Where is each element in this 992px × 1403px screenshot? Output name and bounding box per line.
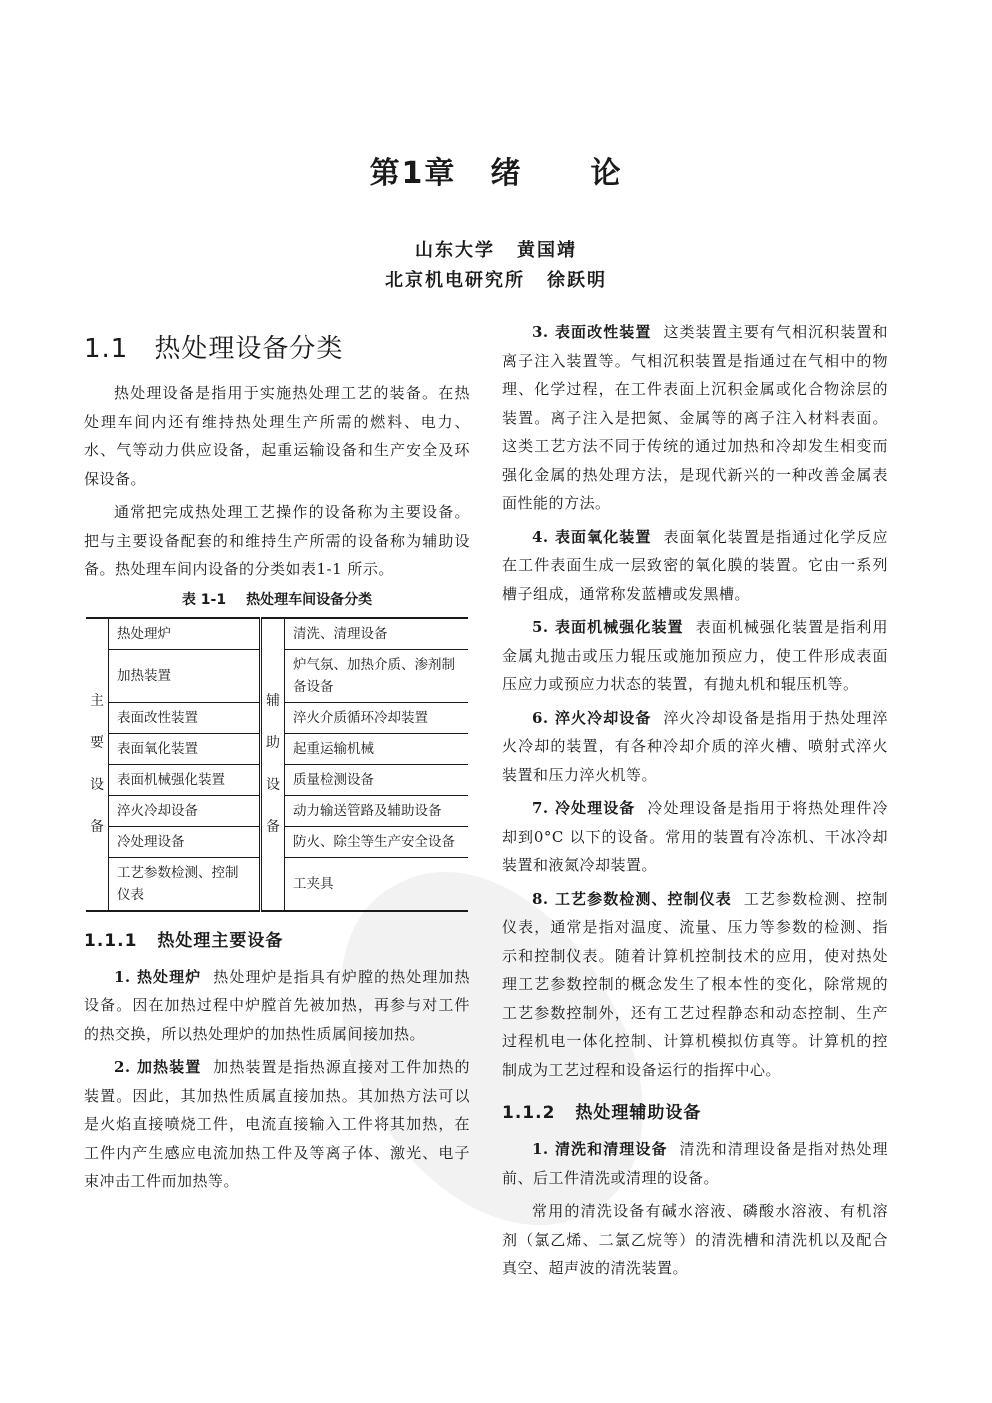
- group-label-char: 主: [90, 693, 104, 709]
- list-item: [502, 794, 888, 880]
- left-column: [84, 328, 470, 1201]
- item-lead: 5. 表面机械强化装置: [532, 618, 684, 636]
- list-item: [84, 963, 470, 1049]
- section-title: 热处理主要设备: [157, 930, 284, 951]
- table-cell: 表面改性装置: [109, 702, 261, 733]
- group-label-char: 要: [90, 735, 104, 751]
- table-number: 表 1-1: [181, 591, 227, 608]
- list-item: [502, 613, 888, 699]
- table-cell: 热处理炉: [109, 618, 261, 650]
- list-item: [502, 523, 888, 609]
- table-cell: 表面氧化装置: [109, 733, 261, 764]
- table-cell: 工艺参数检测、控制仪表: [109, 857, 261, 911]
- section-title: 热处理辅助设备: [575, 1103, 702, 1123]
- group-label-char: 设: [90, 777, 104, 793]
- list-item: [84, 1053, 470, 1196]
- item-lead: 1. 热处理炉: [114, 967, 202, 986]
- table-cell: 淬火介质循环冷却装置: [285, 702, 469, 733]
- item-lead: 7. 冷处理设备: [532, 799, 636, 817]
- item-lead: 6. 淬火冷却设备: [532, 708, 652, 727]
- author-name: 黄国靖: [517, 240, 577, 261]
- chapter-title: [0, 148, 992, 192]
- group-label-char: 备: [90, 819, 104, 835]
- table-cell: 工夹具: [285, 857, 469, 911]
- table-cell: 表面机械强化装置: [109, 764, 261, 795]
- section-number: 1.1.1: [84, 930, 138, 951]
- author-line-1: [0, 236, 992, 262]
- paragraph: 热处理设备是指用于实施热处理工艺的装备。在热处理车间内还有维持热处理生产所需的燃料、电力、水、气等动力供应设备，起重运输设备和生产安全及环保设备。: [84, 384, 470, 488]
- group-label-char: 辅: [266, 693, 280, 709]
- table-cell: 炉气氛、加热介质、渗剂制备设备: [285, 649, 469, 702]
- table-cell: 冷处理设备: [109, 826, 261, 857]
- equipment-classification-table: [86, 617, 468, 912]
- table-cell: 起重运输机械: [285, 733, 469, 764]
- item-lead: 8. 工艺参数检测、控制仪表: [532, 889, 732, 908]
- table-title: 热处理车间设备分类: [246, 591, 373, 608]
- list-item: [502, 704, 888, 790]
- author-affiliation: 北京机电研究所: [385, 270, 525, 291]
- item-text: 淬火冷却设备是指用于热处理淬火冷却的装置，有各种冷却介质的淬火槽、喷射式淬火装置和压力淬火机等。: [502, 708, 888, 784]
- group-label-char: 备: [266, 819, 280, 835]
- chapter-label: 第1章: [369, 156, 457, 191]
- author-line-2: [0, 266, 992, 292]
- author-affiliation: 山东大学: [415, 240, 495, 261]
- table-cell: 清洗、清理设备: [285, 618, 469, 650]
- item-text: 表面机械强化装置是指利用金属丸抛击或压力辊压或施加预应力，使工件形成表面压应力或预应力状态的装置，有抛丸机和辊压机等。: [502, 618, 888, 693]
- item-lead: 1. 清洗和清理设备: [532, 1140, 668, 1158]
- group-label-char: 设: [266, 777, 280, 793]
- right-column: [502, 318, 888, 1288]
- item-lead: 4. 表面氧化装置: [532, 527, 652, 546]
- item-lead: 3. 表面改性装置: [532, 323, 652, 341]
- item-text: 加热装置是指热源直接对工件加热的装置。因此，其加热性质属直接加热。其加热方法可以是火焰直接喷烧工件，电流直接输入工件将其加热，在工件内产生感应电流加热工件及等离子体、激光、电子束冲击工件而加热等。: [84, 1058, 470, 1190]
- section-number: 1.1.2: [502, 1103, 556, 1123]
- paragraph: 通常把完成热处理工艺操作的设备称为主要设备。把与主要设备配套的和维持生产所需的设备称为辅助设备。热处理车间内设备的分类如表1-1 所示。: [84, 503, 470, 578]
- table-cell: 淬火冷却设备: [109, 795, 261, 826]
- table-cell: 动力输送管路及辅助设备: [285, 795, 469, 826]
- section-heading-1-1-1: [84, 926, 470, 951]
- author-name: 徐跃明: [547, 270, 607, 291]
- item-text: 这类装置主要有气相沉积装置和离子注入装置等。气相沉积装置是指通过在气相中的物理、化学过程，在工件表面上沉积金属或化合物涂层的装置。离子注入是把氮、金属等的离子注入材料表面。这类工艺方法不同于传统的通过加热和冷却发生相变而强化金属的热处理方法，是现代新兴的一种改善金属表面性能的方法。: [502, 323, 888, 512]
- item-text: 工艺参数检测、控制仪表，通常是指对温度、流量、压力等参数的检测、指示和控制仪表。随着计算机控制技术的应用，使对热处理工艺参数控制的概念发生了根本性的变化，除常规的工艺参数控制外，还有工艺过程静态和动态控制、生产过程机电一体化控制、计算机模拟仿真等。计算机的控制成为工艺过程和设备运行的指挥中心。: [502, 889, 888, 1079]
- section-title: 热处理设备分类: [154, 334, 344, 364]
- item-text: 清洗和清理设备是指对热处理前、后工件清洗或清理的设备。: [502, 1140, 888, 1187]
- table-cell: 加热装置: [109, 649, 261, 702]
- list-item: [502, 318, 888, 518]
- table-cell: 防火、除尘等生产安全设备: [285, 826, 469, 857]
- group-main-equipment: [86, 618, 109, 911]
- table-caption: [84, 589, 470, 609]
- item-text: 表面氧化装置是指通过化学反应在工件表面生成一层致密的氧化膜的装置。它由一系列槽子组成，通常称发蓝槽或发黑槽。: [502, 527, 888, 603]
- item-text: 冷处理设备是指用于将热处理件冷却到0°C 以下的设备。常用的装置有冷冻机、干冰冷却装置和液氮冷却装置。: [502, 799, 888, 874]
- section-heading-1-1-2: [502, 1098, 888, 1123]
- group-aux-equipment: [261, 618, 285, 911]
- chapter-word-2: 论: [590, 156, 623, 191]
- section-number: 1.1: [84, 334, 129, 364]
- item-text: 热处理炉是指具有炉膛的热处理加热设备。因在加热过程中炉膛首先被加热，再参与对工件的热交换，所以热处理炉的加热性质属间接加热。: [84, 967, 470, 1043]
- group-label-char: 助: [266, 735, 280, 751]
- list-item: [502, 885, 888, 1085]
- chapter-word-1: 绪: [490, 156, 523, 191]
- list-item: [502, 1135, 888, 1192]
- section-heading-1-1: [84, 328, 470, 365]
- table-cell: 质量检测设备: [285, 764, 469, 795]
- item-lead: 2. 加热装置: [114, 1058, 202, 1076]
- table-row: [86, 618, 468, 650]
- paragraph: 常用的清洗设备有碱水溶液、磷酸水溶液、有机溶剂（氯乙烯、二氯乙烷等）的清洗槽和清洗机以及配合真空、超声波的清洗装置。: [502, 1202, 888, 1277]
